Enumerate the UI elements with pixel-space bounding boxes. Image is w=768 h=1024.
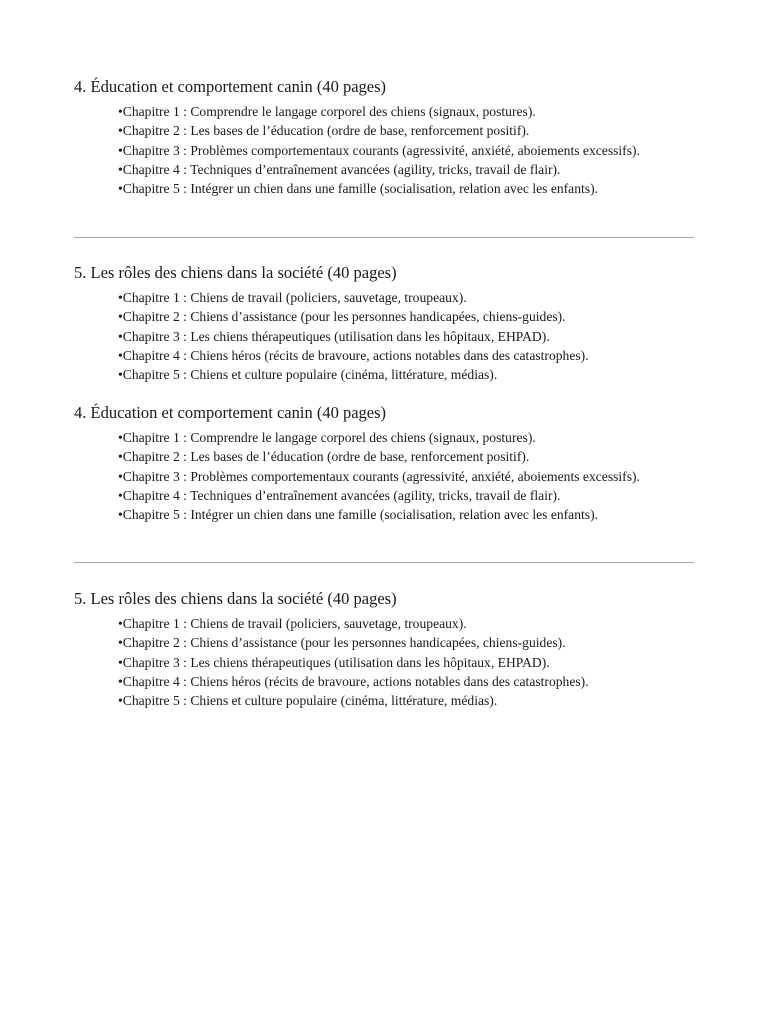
bullet-icon: • (118, 367, 123, 383)
chapter-text: Chapitre 2 : Chiens d’assistance (pour les personnes handicapées, chiens-guides). (122, 309, 566, 325)
chapter-text: Chapitre 1 : Chiens de travail (policiers, sauvetage, troupeaux). (122, 290, 467, 305)
section-education (74, 77, 694, 198)
bullet-icon: • (118, 468, 123, 484)
chapter-list (74, 614, 694, 710)
chapter-item (118, 653, 694, 672)
chapter-item (118, 505, 694, 524)
chapter-item (118, 121, 694, 140)
chapter-text: Chapitre 1 : Comprendre le langage corporel des chiens (signaux, postures). (122, 104, 536, 119)
chapter-text: Chapitre 5 : Intégrer un chien dans une famille (socialisation, relation avec les enfants). (122, 507, 598, 523)
bullet-icon: • (118, 104, 123, 119)
chapter-item (118, 691, 694, 710)
chapter-text: Chapitre 1 : Chiens de travail (policiers, sauvetage, troupeaux). (122, 616, 467, 631)
chapter-text: Chapitre 3 : Les chiens thérapeutiques (utilisation dans les hôpitaux, EHPAD). (122, 654, 550, 670)
bullet-icon: • (118, 507, 123, 523)
bullet-icon: • (118, 181, 123, 197)
bullet-icon: • (118, 693, 123, 709)
chapter-item (118, 346, 694, 365)
bullet-icon: • (118, 449, 123, 465)
chapter-item (118, 467, 694, 486)
chapter-text: Chapitre 4 : Techniques d’entraînement avancées (agility, tricks, travail de flair). (122, 161, 561, 177)
bullet-icon: • (118, 347, 123, 363)
chapter-text: Chapitre 2 : Chiens d’assistance (pour les personnes handicapées, chiens-guides). (122, 635, 566, 651)
chapter-item (118, 447, 694, 466)
bullet-icon: • (118, 487, 123, 503)
section-title: 4. Éducation et comportement canin (40 pages) (74, 403, 387, 422)
section-title: 5. Les rôles des chiens dans la société (40 pages) (74, 263, 397, 282)
section-roles (74, 263, 694, 384)
bullet-icon: • (118, 328, 123, 344)
bullet-icon: • (118, 290, 123, 305)
bullet-icon: • (118, 142, 123, 158)
section-roles (74, 589, 694, 710)
horizontal-divider (74, 562, 694, 563)
chapter-list (74, 288, 694, 384)
chapter-item (118, 102, 694, 121)
chapter-text: Chapitre 3 : Les chiens thérapeutiques (utilisation dans les hôpitaux, EHPAD). (122, 328, 550, 344)
chapter-item (118, 141, 694, 160)
bullet-icon: • (118, 309, 123, 325)
chapter-text: Chapitre 4 : Techniques d’entraînement avancées (agility, tricks, travail de flair). (122, 487, 561, 503)
bullet-icon: • (118, 673, 123, 689)
chapter-item (118, 633, 694, 652)
chapter-item (118, 160, 694, 179)
chapter-text: Chapitre 3 : Problèmes comportementaux courants (agressivité, anxiété, aboiements excessifs). (122, 142, 640, 158)
chapter-text: Chapitre 5 : Chiens et culture populaire (cinéma, littérature, médias). (122, 367, 498, 383)
bullet-icon: • (118, 430, 123, 445)
chapter-text: Chapitre 3 : Problèmes comportementaux courants (agressivité, anxiété, aboiements excessifs). (122, 468, 640, 484)
bullet-icon: • (118, 654, 123, 670)
horizontal-divider (74, 237, 694, 238)
bullet-icon: • (118, 161, 123, 177)
section-title: 5. Les rôles des chiens dans la société (40 pages) (74, 589, 397, 608)
section-title: 4. Éducation et comportement canin (40 pages) (74, 77, 387, 96)
chapter-text: Chapitre 1 : Comprendre le langage corporel des chiens (signaux, postures). (122, 430, 536, 445)
chapter-item (118, 365, 694, 384)
chapter-text: Chapitre 5 : Intégrer un chien dans une famille (socialisation, relation avec les enfants). (122, 181, 598, 197)
chapter-item (118, 288, 694, 307)
chapter-text: Chapitre 4 : Chiens héros (récits de bravoure, actions notables dans des catastrophes). (122, 347, 589, 363)
section-education (74, 403, 694, 524)
chapter-item (118, 428, 694, 447)
chapter-item (118, 486, 694, 505)
chapter-item (118, 307, 694, 326)
chapter-item (118, 614, 694, 633)
bullet-icon: • (118, 616, 123, 631)
bullet-icon: • (118, 123, 123, 139)
chapter-item (118, 672, 694, 691)
bullet-icon: • (118, 635, 123, 651)
chapter-text: Chapitre 2 : Les bases de l’éducation (ordre de base, renforcement positif). (122, 123, 530, 139)
chapter-text: Chapitre 5 : Chiens et culture populaire (cinéma, littérature, médias). (122, 693, 498, 709)
chapter-list (74, 102, 694, 198)
chapter-list (74, 428, 694, 524)
chapter-item (118, 327, 694, 346)
chapter-item (118, 179, 694, 198)
chapter-text: Chapitre 2 : Les bases de l’éducation (ordre de base, renforcement positif). (122, 449, 530, 465)
chapter-text: Chapitre 4 : Chiens héros (récits de bravoure, actions notables dans des catastrophes). (122, 673, 589, 689)
